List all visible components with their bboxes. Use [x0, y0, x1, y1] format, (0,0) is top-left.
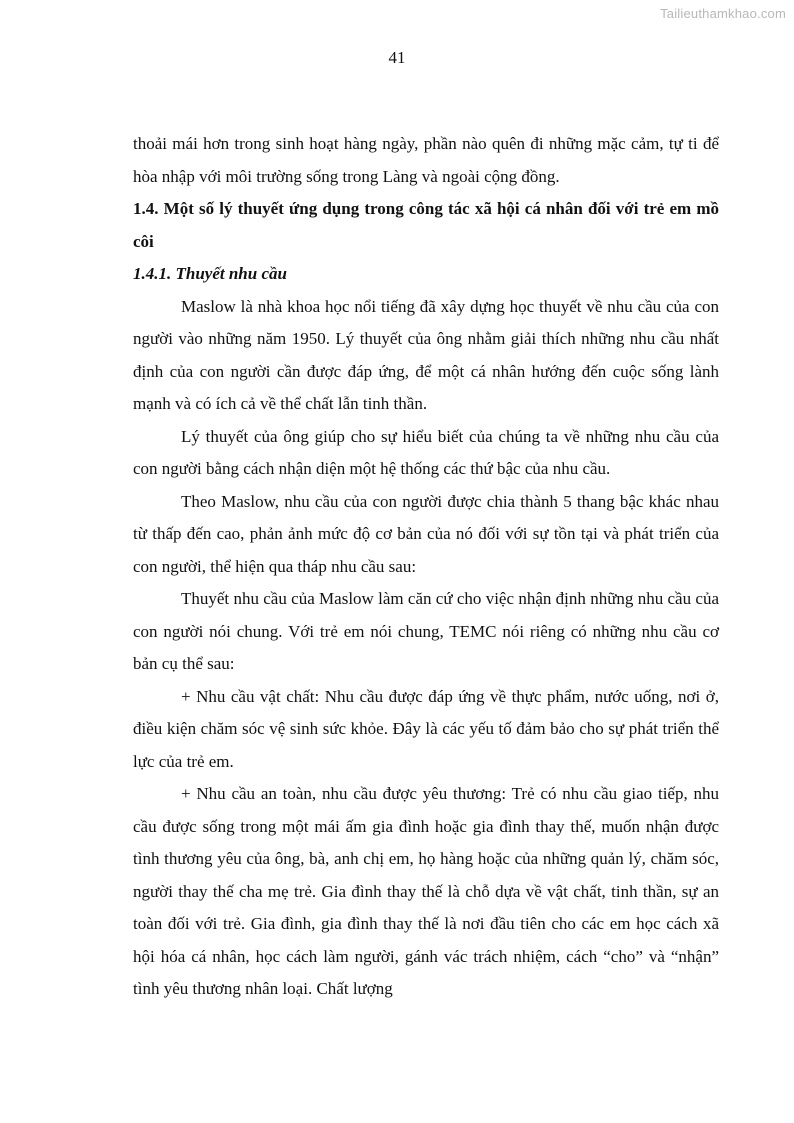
paragraph-continuation: thoải mái hơn trong sinh hoạt hàng ngày, phần nào quên đi những mặc cảm, tự ti để hòa nhập với môi trường sống trong Làng và ngoài cộng đồng. — [133, 134, 719, 186]
list-item: + Nhu cầu an toàn, nhu cầu được yêu thương: Trẻ có nhu cầu giao tiếp, nhu cầu được sống trong một mái ấm gia đình hoặc gia đình thay thế, muốn nhận được tình thương yêu của ông, bà, anh chị em, họ hàng hoặc của những quản lý, chăm sóc, người thay thế cha mẹ trẻ. Gia đình thay thế là chỗ dựa về vật chất, tinh thần, sự an toàn đối với trẻ. Gia đình, gia đình thay thế là nơi đầu tiên cho các em học cách xã hội hóa cá nhân, học cách làm người, gánh vác trách nhiệm, cách “cho” và “nhận” tình yêu thương nhân loại. Chất lượng — [133, 784, 719, 998]
paragraph: Thuyết nhu cầu của Maslow làm căn cứ cho việc nhận định những nhu cầu của con người nói chung. Với trẻ em nói chung, TEMC nói riêng có những nhu cầu cơ bản cụ thể sau: — [133, 589, 719, 673]
subsection-heading: 1.4.1. Thuyết nhu cầu — [133, 264, 287, 283]
page-number: 41 — [388, 48, 406, 67]
paragraph: Maslow là nhà khoa học nổi tiếng đã xây dựng học thuyết về nhu cầu của con người vào những năm 1950. Lý thuyết của ông nhằm giải thích những nhu cầu nhất định của con người cần được đáp ứng, để một cá nhân hướng đến cuộc sống lành mạnh và có ích cả về thể chất lẫn tinh thần. — [133, 296, 719, 413]
section-heading: 1.4. Một số lý thuyết ứng dụng trong công tác xã hội cá nhân đối với trẻ em mồ côi — [133, 199, 719, 251]
paragraph: Lý thuyết của ông giúp cho sự hiểu biết của chúng ta về những nhu cầu của con người bằng cách nhận diện một hệ thống các thứ bậc của nhu cầu. — [133, 426, 719, 478]
document-body — [133, 128, 719, 1006]
paragraph: Theo Maslow, nhu cầu của con người được chia thành 5 thang bậc khác nhau từ thấp đến cao, phản ảnh mức độ cơ bản của nó đối với sự tồn tại và phát triển của con người, thể hiện qua tháp nhu cầu sau: — [133, 491, 719, 576]
watermark: Tailieuthamkhao.com — [660, 6, 786, 21]
list-item: + Nhu cầu vật chất: Nhu cầu được đáp ứng về thực phẩm, nước uống, nơi ở, điều kiện chăm sóc vệ sinh sức khỏe. Đây là các yếu tố đảm bảo cho sự phát triển thể lực của trẻ em. — [133, 686, 719, 771]
